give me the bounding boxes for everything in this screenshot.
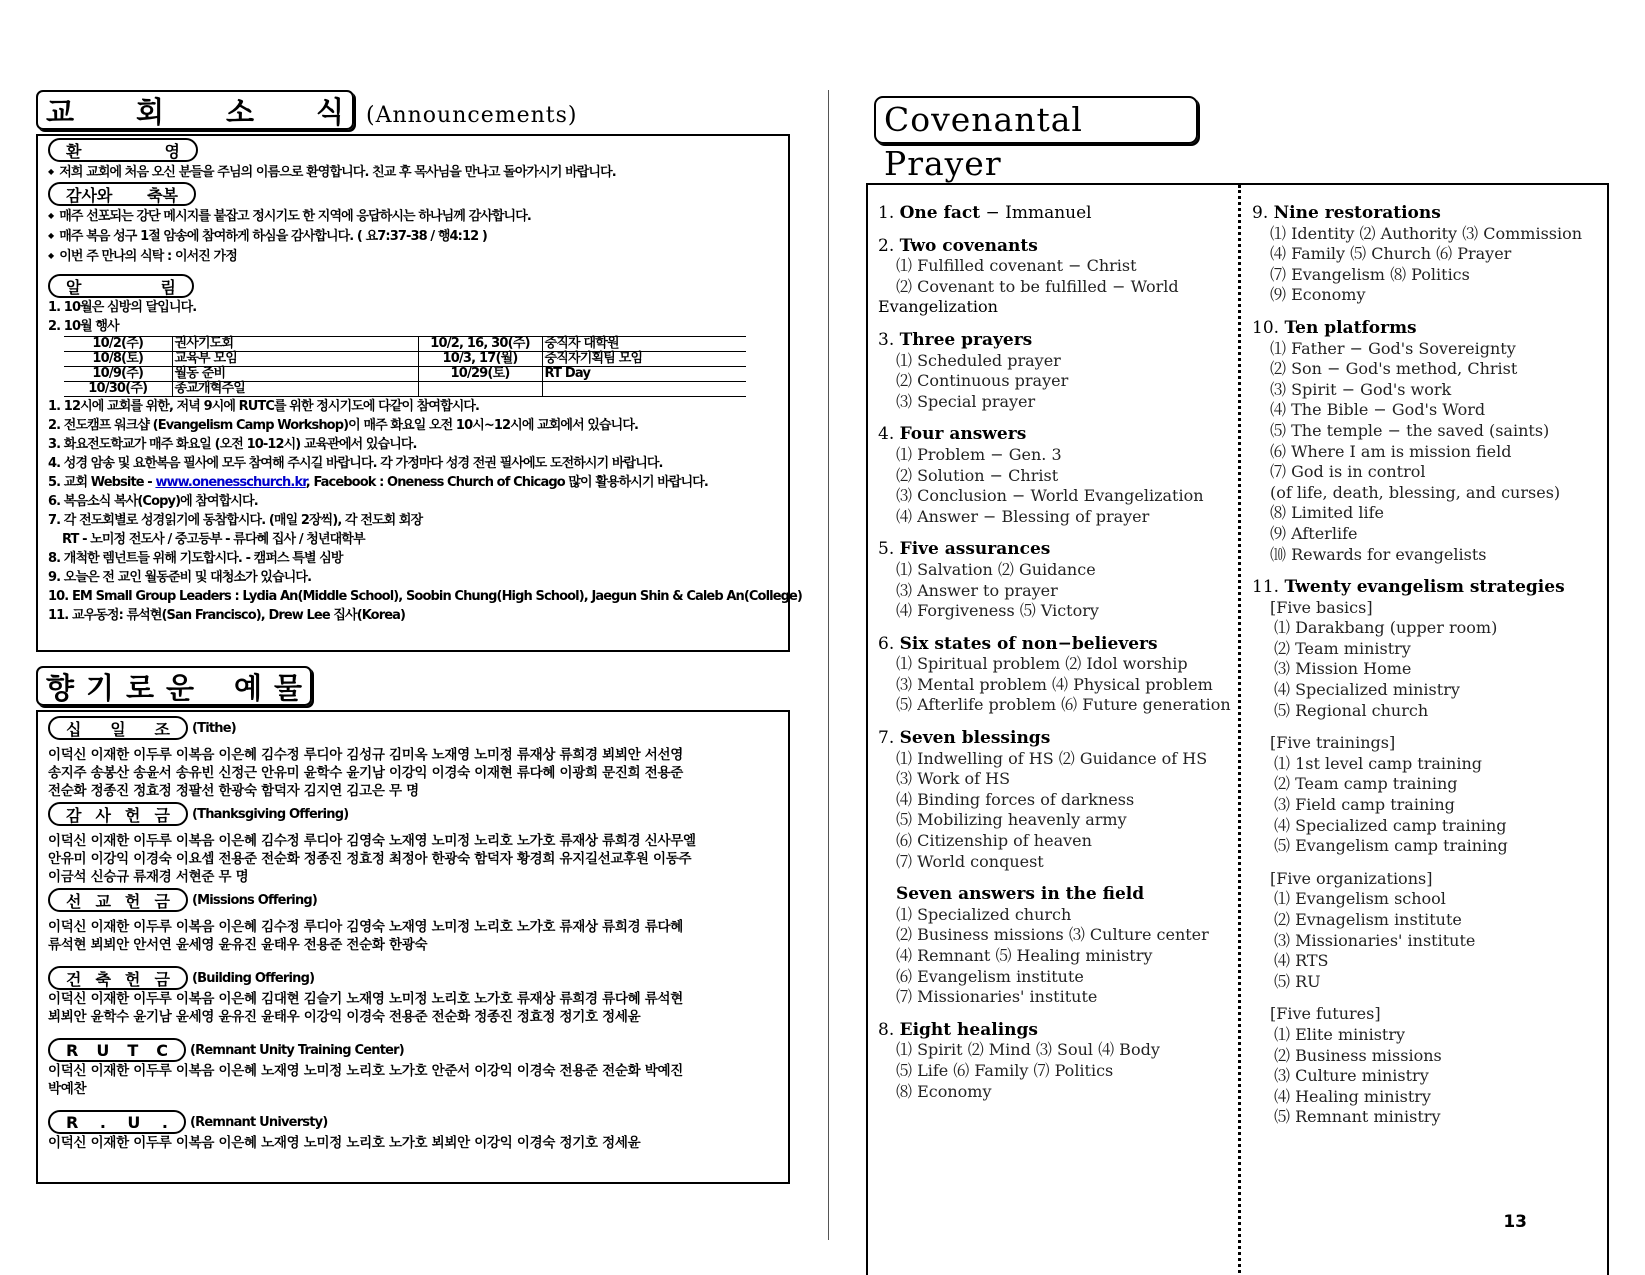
prayer-item: ⑸ Life ⑹ Family ⑺ Politics (896, 1060, 1114, 1080)
name-list: 이덕신 이재한 이두루 이복음 이은혜 김대현 김슬기 노재영 노미정 노리호 노가호 류재상 류희경 류다혜 류석현 (48, 991, 683, 1007)
prayer-item: ⑺ God is in control (1270, 462, 1426, 482)
table-row (64, 352, 746, 367)
prayer-item: ⑺ World conquest (896, 851, 1044, 871)
strategy-item: ⑷ RTS (1274, 951, 1329, 971)
prayer-item: ⑸ The temple − the saved (saints) (1270, 420, 1550, 440)
rutc-label: R U T C (48, 1038, 186, 1062)
notice-line: 4. 성경 암송 및 요한복음 필사에 모두 참여해 주시길 바랍니다. 각 가정마다 성경 전권 필사에도 도전하시기 바랍니다. (48, 456, 663, 471)
missions-note: (Missions Offering) (192, 892, 318, 908)
schedule-date: 10/8(토) (64, 352, 172, 367)
ru-section (48, 1110, 778, 1134)
prayer-heading-bold: Twenty evangelism strategies (1284, 577, 1565, 598)
prayer-heading: 6. Six states of non−believers (878, 633, 1158, 654)
prayer-item: ⑹ Citizenship of heaven (896, 831, 1092, 851)
prayer-item: ⑸ Afterlife problem ⑹ Future generation (896, 695, 1231, 715)
prayer-heading-bold: Two covenants (899, 235, 1038, 256)
name-list: 안유미 이강익 이경숙 이요셉 전용준 전순화 정종진 정효정 최정아 한광숙 함덕자 황경희 유지길선교후원 이동주 (48, 851, 692, 867)
spacer (878, 716, 1232, 728)
strategy-item: ⑸ Remnant ministry (1274, 1107, 1441, 1127)
name-list: 뵈뵈안 윤학수 윤기남 윤세영 윤유진 윤태우 이강익 이경숙 전용준 전순화 정종진 정효정 정기호 정세윤 (48, 1009, 641, 1025)
prayer-item: ⑷ The Bible − God's Word (1270, 400, 1486, 420)
building-label: 건 축 헌 금 (48, 966, 188, 990)
notice-line: 1. 10월은 심방의 달입니다. (48, 300, 197, 315)
prayer-heading-bold: Seven blessings (899, 728, 1051, 749)
name-list: 송지주 송봉산 송윤서 송유빈 신정근 안유미 윤학수 윤기남 이강익 이경숙 이재현 류다혜 이광희 문진희 전용준 (48, 765, 683, 781)
strategy-item: ⑵ Team ministry (1274, 638, 1411, 658)
announcements-subtitle: (Announcements) (366, 103, 578, 128)
prayer-item: (of life, death, blessing, and curses) (1270, 482, 1561, 502)
spacer (878, 318, 1232, 330)
prayer-item: ⑵ Continuous prayer (896, 371, 1069, 391)
schedule-event (542, 382, 746, 397)
name-list: 류석현 뵈뵈안 안서연 윤세영 윤유진 윤태우 전용준 전순화 한광숙 (48, 937, 428, 953)
prayer-item: ⑶ Special prayer (896, 391, 1036, 411)
prayer-heading-bold: Seven answers in the field (896, 884, 1145, 905)
notice-line: 6. 복음소식 복사(Copy)에 참여합시다. (48, 494, 258, 509)
name-list: 이덕신 이재한 이두루 이복음 이은혜 김수정 루디아 김영숙 노재영 노미정 노리호 노가호 류재상 류희경 류다혜 (48, 919, 683, 935)
prayer-item: ⑵ Solution − Christ (896, 465, 1059, 485)
spacer (878, 412, 1232, 424)
prayer-item: ⑴ Father − God's Sovereignty (1270, 338, 1516, 358)
strategy-group-label: [Five trainings] (1270, 733, 1396, 753)
schedule-date: 10/3, 17(월) (418, 352, 542, 367)
announcements-header (36, 88, 790, 130)
prayer-item: ⑼ Afterlife (1270, 523, 1358, 543)
strategy-item: ⑸ RU (1274, 971, 1321, 991)
spacer (878, 527, 1232, 539)
notice-line: 1. 12시에 교회를 위한, 저녁 9시에 RUTC를 위한 정시기도에 다같이 참여합시다. (48, 399, 480, 414)
thanks-label: 감사와 축복 (48, 182, 196, 206)
prayer-item: ⑴ Specialized church (896, 904, 1072, 924)
strategy-item: ⑸ Regional church (1274, 700, 1429, 720)
page-gutter (828, 90, 829, 1240)
prayer-heading: 9. Nine restorations (1252, 203, 1441, 223)
building-note: (Building Offering) (192, 970, 315, 986)
schedule-date: 10/2(주) (64, 337, 172, 352)
table-row (64, 382, 746, 397)
notice-line: 2. 전도캠프 워크샵 (Evangelism Camp Workshop)이 매주 화요일 오전 10시~12시에 교회에서 있습니다. (48, 418, 639, 433)
tithe-note: (Tithe) (192, 720, 236, 736)
thanks-line: ◆ 매주 복음 성구 1절 암송에 참여하게 하심을 감사합니다. ( 요7:37-38 / 행4:12 ) (48, 226, 778, 246)
prayer-item: ⑽ Rewards for evangelists (1270, 544, 1487, 564)
schedule-date: 10/29(토) (418, 367, 542, 382)
prayer-item: ⑻ Economy (896, 1081, 992, 1101)
schedule-event: 교육부 모임 (172, 352, 418, 367)
strategy-item: ⑴ Evangelism school (1274, 889, 1446, 909)
strategy-item: ⑴ Darakbang (upper room) (1274, 618, 1498, 638)
prayer-item: ⑼ Economy (1270, 285, 1366, 305)
prayer-item: ⑺ Evangelism ⑻ Politics (1270, 264, 1470, 284)
prayer-item: ⑶ Mental problem ⑷ Physical problem (896, 674, 1213, 694)
spacer (878, 872, 1232, 884)
announcements-box (36, 134, 802, 652)
rutc-section (48, 1038, 778, 1062)
strategy-item: ⑴ Elite ministry (1274, 1024, 1406, 1044)
table-row (64, 337, 746, 352)
strategy-item: ⑶ Field camp training (1274, 795, 1455, 815)
covenantal-prayer-box (866, 183, 1609, 1275)
prayer-column-left (878, 203, 1232, 1102)
announcements-title: 교 회 소 식 (36, 90, 354, 130)
prayer-item: ⑴ Indwelling of HS ⑵ Guidance of HS (896, 748, 1208, 768)
spacer (878, 224, 1232, 236)
prayer-item: ⑴ Fulfilled covenant − Christ (896, 256, 1137, 276)
welcome-label: 환 영 (48, 138, 198, 162)
schedule-event: 중직자기획팀 모임 (542, 352, 746, 367)
notice-label: 알 림 (48, 274, 194, 298)
prayer-item-wrap: Evangelization (878, 297, 998, 317)
schedule-event: 월동 준비 (172, 367, 418, 382)
strategy-group-label: [Five basics] (1270, 597, 1373, 617)
notice-line: RT - 노미정 전도사 / 중고등부 - 류다혜 집사 / 청년대학부 (62, 532, 365, 547)
prayer-item: ⑴ Spirit ⑵ Mind ⑶ Soul ⑷ Body (896, 1040, 1160, 1060)
strategy-item: ⑷ Specialized ministry (1274, 680, 1460, 700)
spacer (878, 1008, 1232, 1020)
prayer-heading: 4. Four answers (878, 424, 1027, 445)
strategy-group-label: [Five futures] (1270, 1004, 1381, 1024)
missions-label: 선 교 헌 금 (48, 888, 188, 912)
offerings-header (36, 664, 790, 706)
prayer-heading-bold: Nine restorations (1273, 203, 1441, 223)
name-list: 이덕신 이재한 이두루 이복음 이은혜 노재영 노미정 노리호 노가호 뵈뵈안 이강익 이경숙 정기호 정세윤 (48, 1135, 641, 1151)
prayer-item: ⑺ Missionaries' institute (896, 987, 1098, 1007)
prayer-heading-bold: Eight healings (899, 1019, 1038, 1040)
prayer-heading (878, 884, 1232, 905)
prayer-heading: 11. Twenty evangelism strategies (1252, 577, 1565, 598)
notice-line: 2. 10월 행사 (48, 319, 119, 334)
notice-line: 10. EM Small Group Leaders : Lydia An(Middle School), Soobin Chung(High School), Jaegun Shin & Caleb An(College) (48, 589, 802, 604)
notice-line: 9. 오늘은 전 교인 월동준비 및 대청소가 있습니다. (48, 570, 312, 585)
prayer-item: ⑷ Binding forces of darkness (896, 789, 1135, 809)
prayer-item: ⑸ Mobilizing heavenly army (896, 810, 1127, 830)
name-list: 이덕신 이재한 이두루 이복음 이은혜 노재영 노미정 노리호 노가호 안준서 이강익 이경숙 전용준 전순화 박예진 (48, 1063, 683, 1079)
ru-label: R . U . (48, 1110, 186, 1134)
page-number: 13 (1503, 1212, 1527, 1232)
website-link[interactable]: www.onenesschurch.kr (155, 475, 306, 490)
covenantal-prayer-page (874, 96, 1609, 1275)
strategy-item: ⑶ Missionaries' institute (1274, 930, 1476, 950)
notice-line: 8. 개척한 렘넌트들 위해 기도합시다. - 캠퍼스 특별 심방 (48, 551, 343, 566)
schedule-event: 권사기도회 (172, 337, 418, 352)
notice-line: 11. 교우동정: 류석현(San Francisco), Drew Lee 집사(Korea) (48, 608, 406, 623)
offerings-title: 향 기 로 운 예 물 (36, 666, 312, 706)
name-list: 이금석 신승규 류재경 서현준 무 명 (48, 869, 249, 885)
thanksgiving-label: 감 사 헌 금 (48, 802, 188, 826)
schedule-date: 10/2, 16, 30(주) (418, 337, 542, 352)
notice-line-website: 5. 교회 Website - www.onenesschurch.kr, Facebook : Oneness Church of Chicago 많이 활용하시기 바랍니다. (48, 475, 708, 490)
strategy-item: ⑷ Specialized camp training (1274, 815, 1507, 835)
thanksgiving-section (48, 802, 778, 826)
prayer-heading-bold: Six states of non−believers (899, 633, 1158, 654)
prayer-item: ⑷ Forgiveness ⑸ Victory (896, 601, 1099, 621)
notice-line: 7. 각 전도회별로 성경읽기에 동참합시다. (매일 2장씩), 각 전도회 회장 (48, 513, 423, 528)
prayer-item: ⑴ Problem − Gen. 3 (896, 444, 1062, 464)
name-list: 이덕신 이재한 이두루 이복음 이은혜 김수정 루디아 김성규 김미옥 노재영 노미정 류재상 류희경 뵈뵈안 서선영 (48, 747, 683, 763)
prayer-heading: 2. Two covenants (878, 235, 1038, 256)
name-list: 박예찬 (48, 1081, 87, 1097)
strategy-item: ⑴ 1st level camp training (1274, 753, 1482, 773)
thanks-line: ◆ 매주 선포되는 강단 메시지를 붙잡고 정시기도 한 지역에 응답하시는 하나님께 감사합니다. (48, 206, 778, 226)
strategy-item: ⑶ Mission Home (1274, 659, 1412, 679)
prayer-item: ⑴ Spiritual problem ⑵ Idol worship (896, 654, 1188, 674)
tithe-section (48, 716, 778, 740)
spacer (1252, 857, 1602, 869)
strategy-group-label: [Five organizations] (1270, 868, 1433, 888)
prayer-item: ⑵ Covenant to be fulfilled − World (896, 276, 1179, 296)
prayer-heading: 3. Three prayers (878, 329, 1033, 350)
column-divider (1238, 185, 1241, 1275)
offerings-box (36, 710, 790, 1184)
prayer-item: ⑷ Remnant ⑸ Healing ministry (896, 946, 1153, 965)
prayer-heading: 8. Eight healings (878, 1019, 1038, 1040)
prayer-column-right (1252, 203, 1602, 1128)
prayer-item: ⑴ Scheduled prayer (896, 350, 1061, 370)
prayer-item: ⑶ Work of HS (896, 769, 1011, 789)
schedule-event: 중직자 대학원 (542, 337, 746, 352)
schedule-date: 10/9(주) (64, 367, 172, 382)
spacer (1252, 721, 1602, 733)
building-section (48, 966, 778, 990)
strategy-item: ⑵ Team camp training (1274, 774, 1458, 794)
october-schedule-table (64, 336, 746, 397)
spacer (1252, 992, 1602, 1004)
prayer-item: ⑹ Evangelism institute (896, 966, 1084, 986)
strategy-item: ⑷ Healing ministry (1274, 1086, 1431, 1106)
prayer-heading-bold: One fact (899, 203, 981, 223)
prayer-heading-bold: Ten platforms (1284, 317, 1417, 338)
prayer-item: ⑴ Salvation ⑵ Guidance (896, 559, 1096, 579)
welcome-line: ◆ 저희 교회에 처음 오신 분들을 주님의 이름으로 환영합니다. 친교 후 목사님을 만나고 돌아가시기 바랍니다. (48, 162, 778, 182)
prayer-item: ⑷ Family ⑸ Church ⑹ Prayer (1270, 244, 1512, 264)
prayer-heading-bold: Four answers (899, 424, 1027, 445)
prayer-item: ⑵ Business missions ⑶ Culture center (896, 925, 1209, 945)
thanksgiving-note: (Thanksgiving Offering) (192, 806, 349, 822)
prayer-item: ⑶ Spirit − God's work (1270, 379, 1452, 399)
prayer-heading: 1. One fact − Immanuel (878, 203, 1092, 223)
tithe-label: 십 일 조 (48, 716, 188, 740)
rutc-note: (Remnant Unity Training Center) (190, 1042, 404, 1058)
spacer (1252, 565, 1602, 577)
prayer-heading: 7. Seven blessings (878, 728, 1051, 749)
notice-line: 3. 화요전도학교가 매주 화요일 (오전 10-12시) 교육관에서 있습니다. (48, 437, 417, 452)
announcements-page (36, 88, 802, 1184)
name-list: 이덕신 이재한 이두루 이복음 이은혜 김수정 루디아 김영숙 노재영 노미정 노리호 노가호 류재상 류희경 신사무엘 (48, 833, 696, 849)
prayer-item: ⑶ Conclusion − World Evangelization (896, 486, 1204, 506)
prayer-item: ⑴ Identity ⑵ Authority ⑶ Commission (1270, 223, 1583, 243)
schedule-event: RT Day (542, 367, 746, 382)
prayer-heading: 5. Five assurances (878, 539, 1051, 560)
strategy-item: ⑵ Evnagelism institute (1274, 910, 1462, 929)
prayer-heading-bold: Five assurances (899, 539, 1051, 560)
schedule-event: 종교개혁주일 (172, 382, 418, 397)
ru-note: (Remnant Universty) (190, 1114, 328, 1130)
covenantal-prayer-title: Covenantal Prayer (874, 96, 1198, 144)
prayer-item: ⑵ Son − God's method, Christ (1270, 359, 1518, 379)
prayer-item: ⑻ Limited life (1270, 503, 1384, 523)
prayer-heading: 10. Ten platforms (1252, 317, 1417, 338)
prayer-item: ⑹ Where I am is mission field (1270, 441, 1512, 461)
spacer (1252, 306, 1602, 318)
thanks-line: ◆ 이번 주 만나의 식탁 : 이서진 가정 (48, 246, 778, 266)
schedule-date (418, 382, 542, 397)
name-list: 전순화 정종진 정효정 정팔선 한광숙 함덕자 김지연 김고은 무 명 (48, 783, 419, 799)
schedule-date: 10/30(주) (64, 382, 172, 397)
prayer-heading-bold: Three prayers (899, 329, 1033, 350)
strategy-item: ⑶ Culture ministry (1274, 1066, 1429, 1086)
prayer-item: ⑶ Answer to prayer (896, 580, 1058, 600)
prayer-item: ⑷ Answer − Blessing of prayer (896, 506, 1150, 526)
strategy-item: ⑵ Business missions (1274, 1045, 1442, 1065)
missions-section (48, 888, 778, 912)
table-row (64, 367, 746, 382)
spacer (878, 622, 1232, 634)
strategy-item: ⑸ Evangelism camp training (1274, 836, 1508, 856)
